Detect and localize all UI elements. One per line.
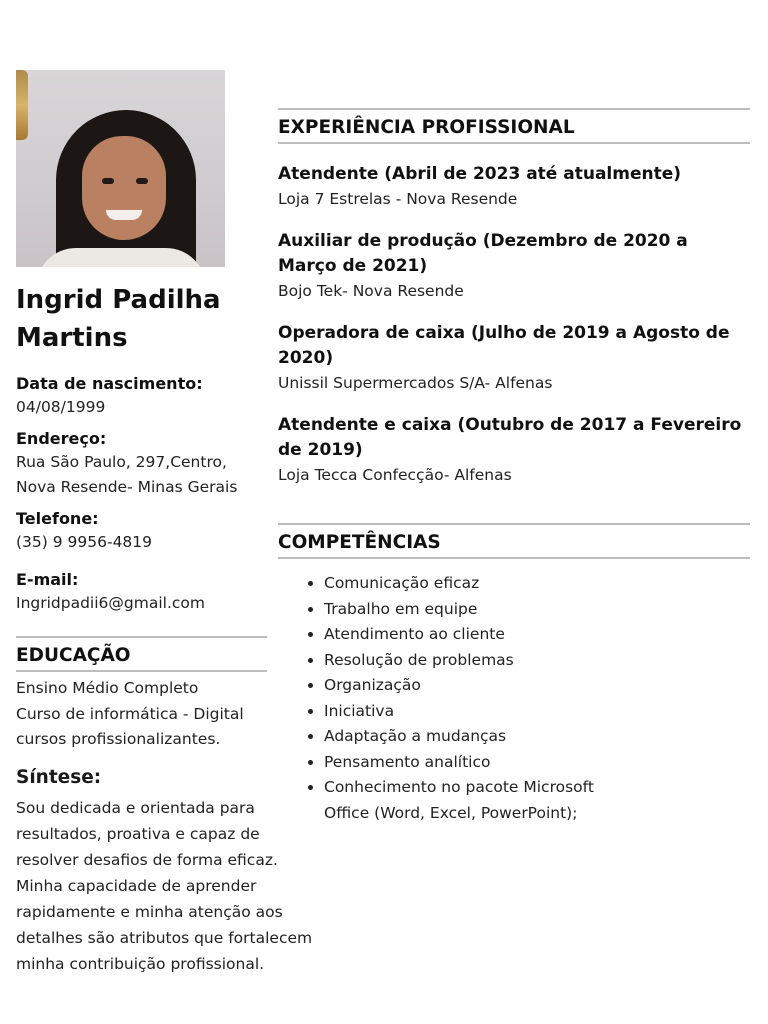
skills-list <box>278 571 750 826</box>
skill-item: • Pensamento analítico <box>324 750 750 776</box>
email-value: Ingridpadii6@gmail.com <box>16 594 205 612</box>
skill-item: • Resolução de problemas <box>324 648 750 674</box>
address-label: Endereço: <box>16 429 107 448</box>
right-column <box>278 108 750 826</box>
skill-item: • Organização <box>324 673 750 699</box>
education-line: Ensino Médio Completo <box>16 679 199 697</box>
phone-label: Telefone: <box>16 509 99 528</box>
birth-value: 04/08/1999 <box>16 398 106 416</box>
job-company: Unissil Supermercados S/A- Alfenas <box>278 374 553 392</box>
birth-label: Data de nascimento: <box>16 374 203 393</box>
profile-photo <box>16 70 225 267</box>
job-title: Auxiliar de produção (Dezembro de 2020 a Março de 2021) <box>278 231 688 276</box>
job-title: Atendente (Abril de 2023 até atualmente) <box>278 164 682 184</box>
skills-section <box>278 523 750 826</box>
skill-item: • Conhecimento no pacote Microsoft Office (Word, Excel, PowerPoint); <box>324 775 644 826</box>
skill-item: • Iniciativa <box>324 699 750 725</box>
education-line: Curso de informática - Digital cursos profissionalizantes. <box>16 704 244 748</box>
email-label: E-mail: <box>16 570 79 589</box>
skills-top-rule <box>278 523 750 525</box>
synthesis-text: Sou dedicada e orientada para resultados, proativa e capaz de resolver desafios de forma eficaz. Minha capacidade de aprender rapidamente e minha atenção aos detalhes são atributos que fortalecem minha contribuição profissional. <box>16 798 313 973</box>
job-entry <box>278 162 750 211</box>
skill-item: • Atendimento ao cliente <box>324 622 750 648</box>
skill-item: • Adaptação a mudanças <box>324 724 750 750</box>
skill-item: • Comunicação eficaz <box>324 571 750 597</box>
job-title: Atendente e caixa (Outubro de 2017 a Fevereiro de 2019) <box>278 415 742 460</box>
job-entry <box>278 229 750 303</box>
phone-value: (35) 9 9956-4819 <box>16 533 153 551</box>
address-value: Rua São Paulo, 297,Centro, Nova Resende- Minas Gerais <box>16 453 238 496</box>
skills-title: COMPETÊNCIAS <box>278 532 441 553</box>
synthesis-title: Síntese: <box>16 766 102 788</box>
job-title: Operadora de caixa (Julho de 2019 a Agosto de 2020) <box>278 323 730 368</box>
education-bottom-rule <box>16 670 267 672</box>
skill-item: • Trabalho em equipe <box>324 597 750 623</box>
job-company: Loja 7 Estrelas - Nova Resende <box>278 190 518 208</box>
experience-top-rule <box>278 108 750 110</box>
left-column <box>16 70 316 977</box>
skills-bottom-rule <box>278 557 750 559</box>
education-top-rule <box>16 636 267 638</box>
experience-title: EXPERIÊNCIA PROFISSIONAL <box>278 117 575 138</box>
job-company: Bojo Tek- Nova Resende <box>278 282 464 300</box>
person-name: Ingrid Padilha Martins <box>16 285 221 353</box>
job-entry <box>278 321 750 395</box>
experience-bottom-rule <box>278 142 750 144</box>
job-entry <box>278 413 750 487</box>
job-company: Loja Tecca Confecção- Alfenas <box>278 466 512 484</box>
education-title: EDUCAÇÃO <box>16 645 131 666</box>
